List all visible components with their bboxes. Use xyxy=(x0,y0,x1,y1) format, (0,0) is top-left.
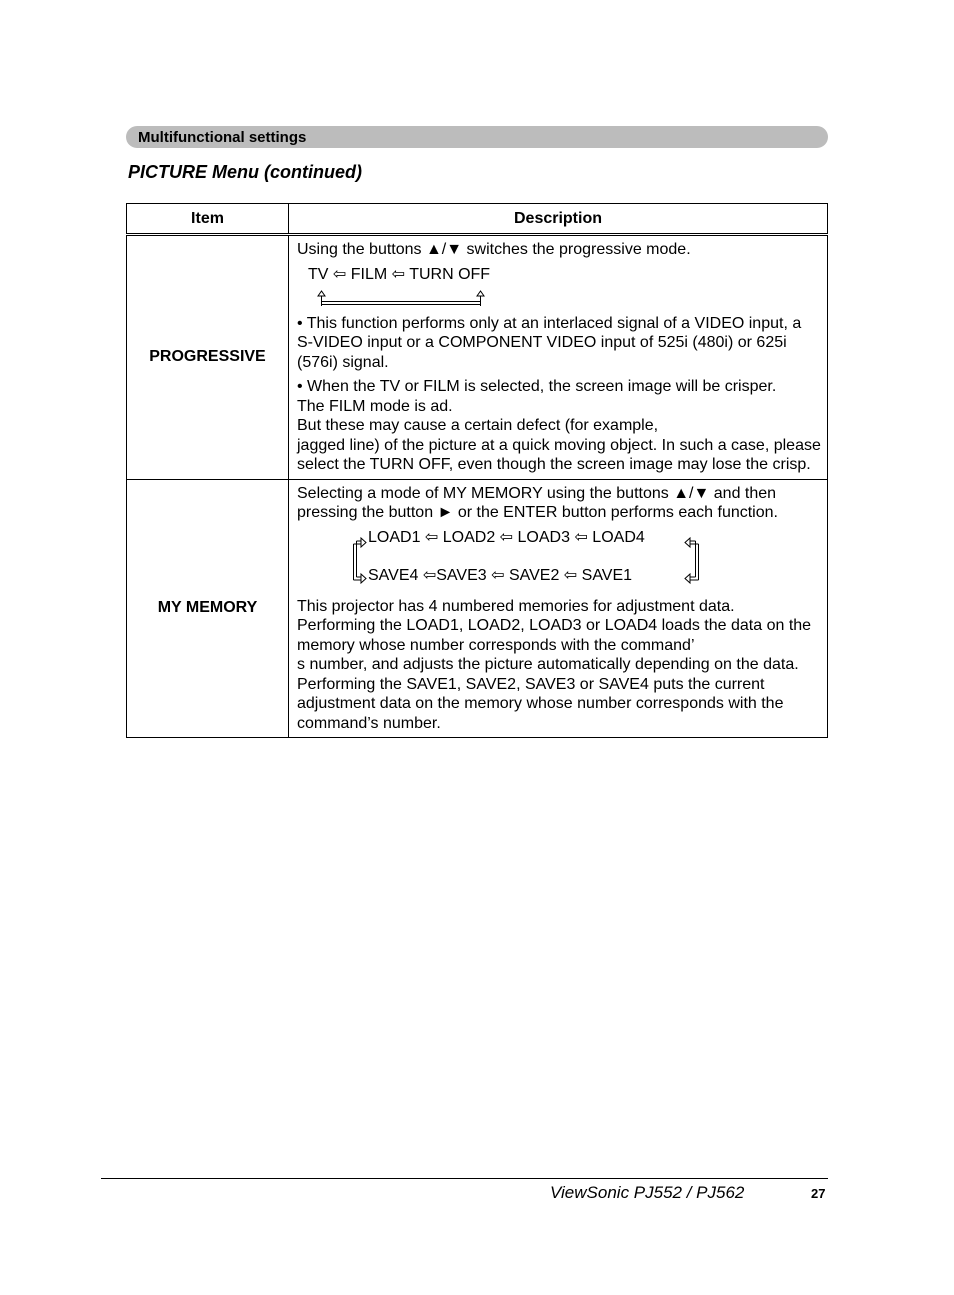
progressive-return-arrow-icon xyxy=(317,289,487,307)
table-row-progressive xyxy=(127,235,828,480)
item-progressive: PROGRESSIVE xyxy=(127,235,289,480)
my-memory-save-cycle: SAVE4 ⇦SAVE3 ⇦ SAVE2 ⇦ SAVE1 xyxy=(368,566,633,584)
footer-brand: ViewSonic PJ552 / PJ562 xyxy=(550,1183,745,1202)
header-description: Description xyxy=(289,204,828,235)
header-item: Item xyxy=(127,204,289,235)
progressive-cycle-text: TV ⇦ FILM ⇦ TURN OFF xyxy=(308,265,491,283)
progressive-note-crisp-1: • When the TV or FILM is selected, the screen image will be crisper. xyxy=(297,378,777,395)
progressive-note-crisp-4: jagged line) of the picture at a quick moving object. In such a case, please select the TURN OFF, even though the screen image may lose the crisp. xyxy=(297,436,821,473)
my-memory-load-cycle: LOAD1 ⇦ LOAD2 ⇦ LOAD3 ⇦ LOAD4 xyxy=(368,528,645,546)
description-my-memory xyxy=(289,479,828,738)
my-memory-body-2: Performing the LOAD1, LOAD2, LOAD3 or LOAD4 loads the data on the memory whose number corresponds with the command’ xyxy=(297,617,812,654)
progressive-intro: Using the buttons ▲/▼ switches the progressive mode. xyxy=(297,241,691,258)
section-header-bar xyxy=(126,126,828,148)
progressive-note-crisp-3: But these may cause a certain defect (for example, xyxy=(297,417,659,434)
progressive-note-crisp-2: The FILM mode is ad. xyxy=(297,397,453,415)
description-progressive xyxy=(289,235,828,480)
footer-divider xyxy=(101,1178,828,1179)
my-memory-body-3: s number, and adjusts the picture automatically depending on the data. xyxy=(297,656,799,673)
page-number: 27 xyxy=(811,1186,826,1201)
my-memory-body-4: Performing the SAVE1, SAVE2, SAVE3 or SAVE4 puts the current adjustment data on the memory whose number corresponds with the command’s number. xyxy=(297,675,784,732)
page-title: PICTURE Menu (continued) xyxy=(128,162,362,182)
table-header-row xyxy=(127,204,828,235)
my-memory-cycle-diagram xyxy=(297,528,821,592)
progressive-note-signal: • This function performs only at an interlaced signal of a VIDEO input, a S-VIDEO input or a COMPONENT VIDEO input of 525i (480i) or 625i (576i) signal. xyxy=(297,314,802,371)
my-memory-intro: Selecting a mode of MY MEMORY using the buttons ▲/▼ and then pressing the button ► or the ENTER button performs each function. xyxy=(297,484,778,521)
picture-menu-table xyxy=(126,203,828,738)
my-memory-body-1: This projector has 4 numbered memories for adjustment data. xyxy=(297,597,735,615)
progressive-cycle-diagram xyxy=(297,265,821,309)
table-row-my-memory xyxy=(127,479,828,738)
section-label: Multifunctional settings xyxy=(138,129,307,146)
item-my-memory: MY MEMORY xyxy=(127,479,289,738)
